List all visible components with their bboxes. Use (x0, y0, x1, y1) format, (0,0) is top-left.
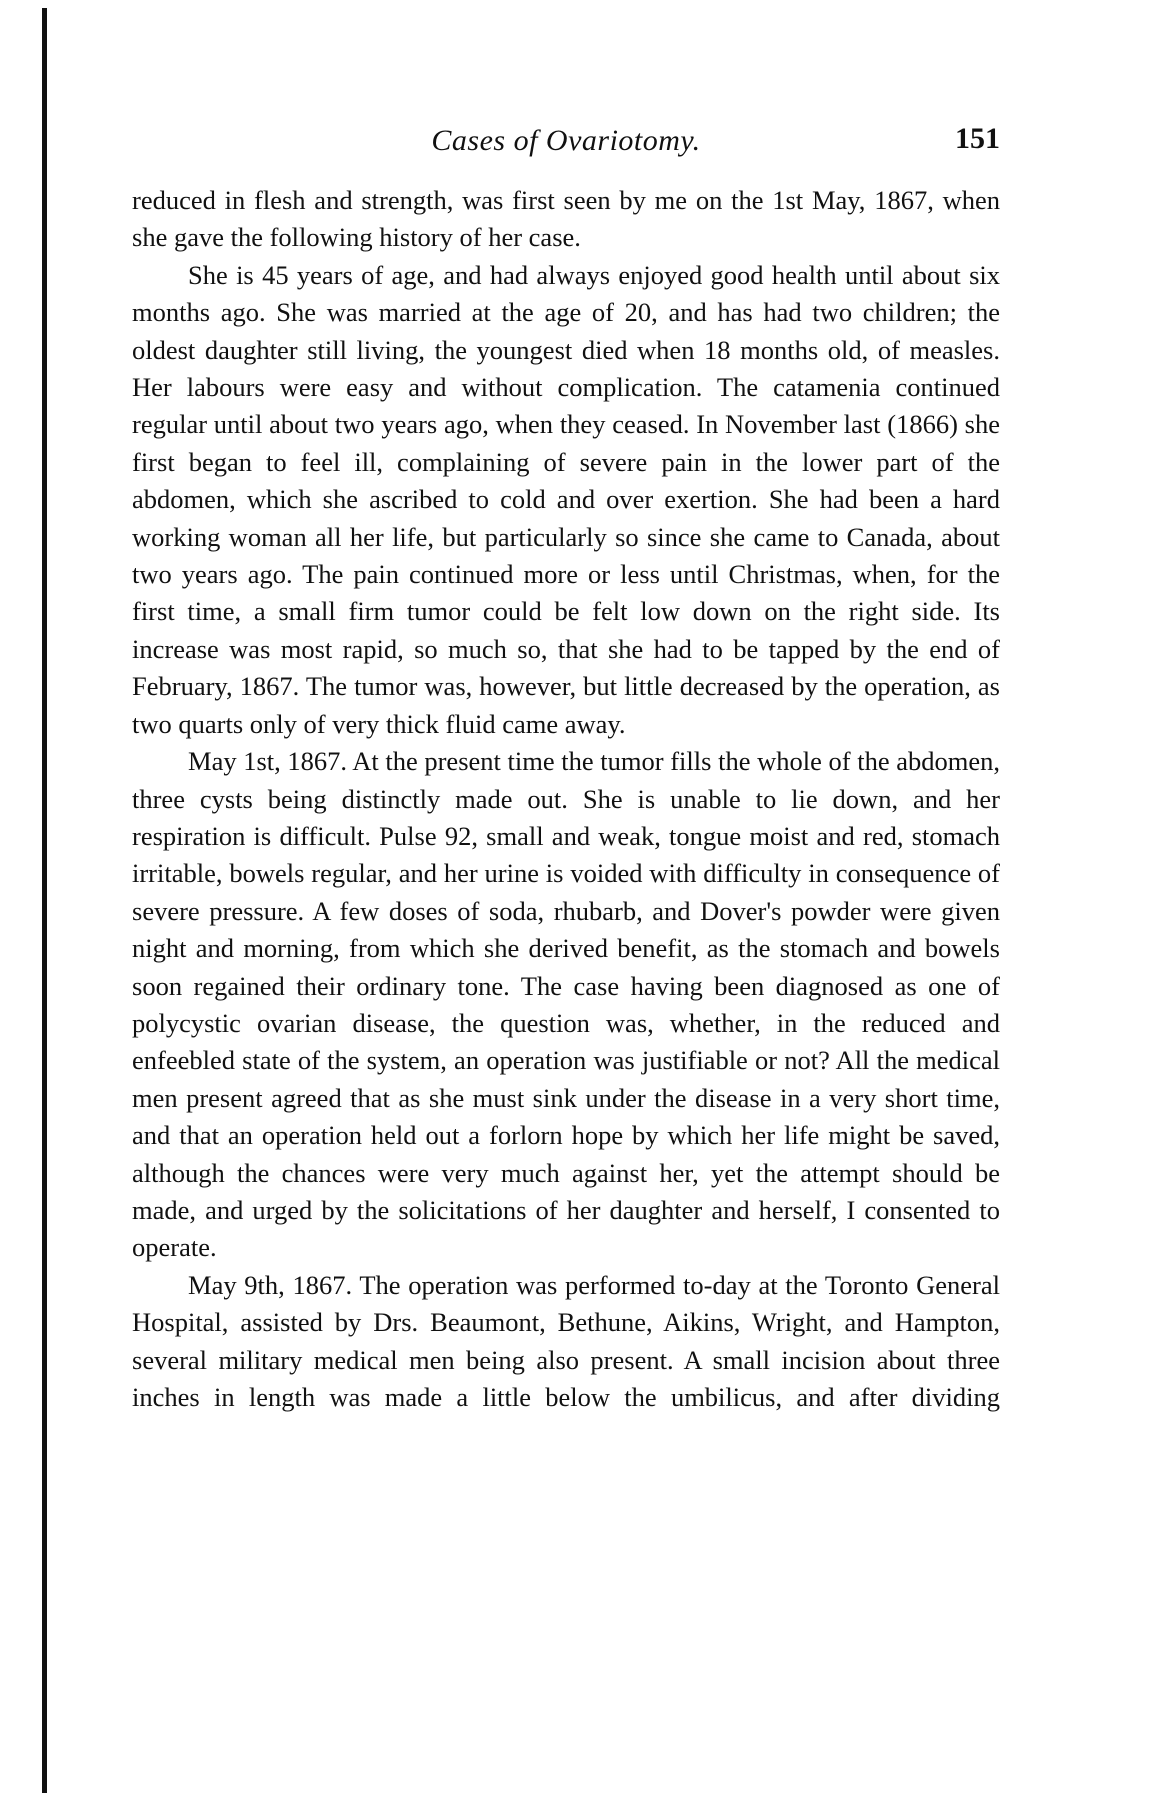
paragraph-may-9th: May 9th, 1867. The operation was performed to-day at the Toronto General Hospital, assisted by Drs. Beaumont, Bethune, Aikins, Wright, and Hampton, several military medical men being also present. A small incision about three inches in length was made a little below the umbilicus, and after dividing (132, 1269, 1000, 1412)
running-head (132, 118, 1000, 168)
running-title: Cases of Ovariotomy. (431, 124, 701, 157)
body-text (132, 182, 1000, 1416)
paragraph-history: She is 45 years of age, and had always enjoyed good health until about six months ago. She was married at the age of 20, and has had two children; the oldest daughter still living, the youngest died when 18 months old, of measles. Her labours were easy and without complication. The catamenia continued regular until about two years ago, when they ceased. In November last (1866) she first began to feel ill, complaining of severe pain in the lower part of the abdomen, which she ascribed to cold and over exertion. She had been a hard working woman all her life, but particularly so since she came to Canada, about two years ago. The pain continued more or less until Christmas, when, for the first time, a small firm tumor could be felt low down on the right side. Its increase was most rapid, so much so, that she had to be tapped by the end of February, 1867. The tumor was, however, but little decreased by the operation, as two quarts only of very thick fluid came away. (132, 259, 1000, 739)
book-page (132, 118, 1000, 1416)
page-number: 151 (955, 122, 1000, 155)
scan-edge-line (42, 8, 47, 1793)
paragraph-may-1st: May 1st, 1867. At the present time the tumor fills the whole of the abdomen, three cysts being distinctly made out. She is unable to lie down, and her respiration is difficult. Pulse 92, small and weak, tongue moist and red, stomach irritable, bowels regular, and her urine is voided with difficulty in consequence of severe pressure. A few doses of soda, rhubarb, and Dover's powder were given night and morning, from which she derived benefit, as the stomach and bowels soon regained their ordinary tone. The case having been diagnosed as one of polycystic ovarian disease, the question was, whether, in the reduced and enfeebled state of the system, an operation was justifiable or not? All the medical men present agreed that as she must sink under the disease in a very short time, and that an operation held out a forlorn hope by which her life might be saved, although the chances were very much against her, yet the attempt should be made, and urged by the solicitations of her daughter and herself, I consented to operate. (132, 746, 1000, 1263)
paragraph-continuation: reduced in flesh and strength, was first seen by me on the 1st May, 1867, when she gave the following history of her case. (132, 185, 1000, 253)
